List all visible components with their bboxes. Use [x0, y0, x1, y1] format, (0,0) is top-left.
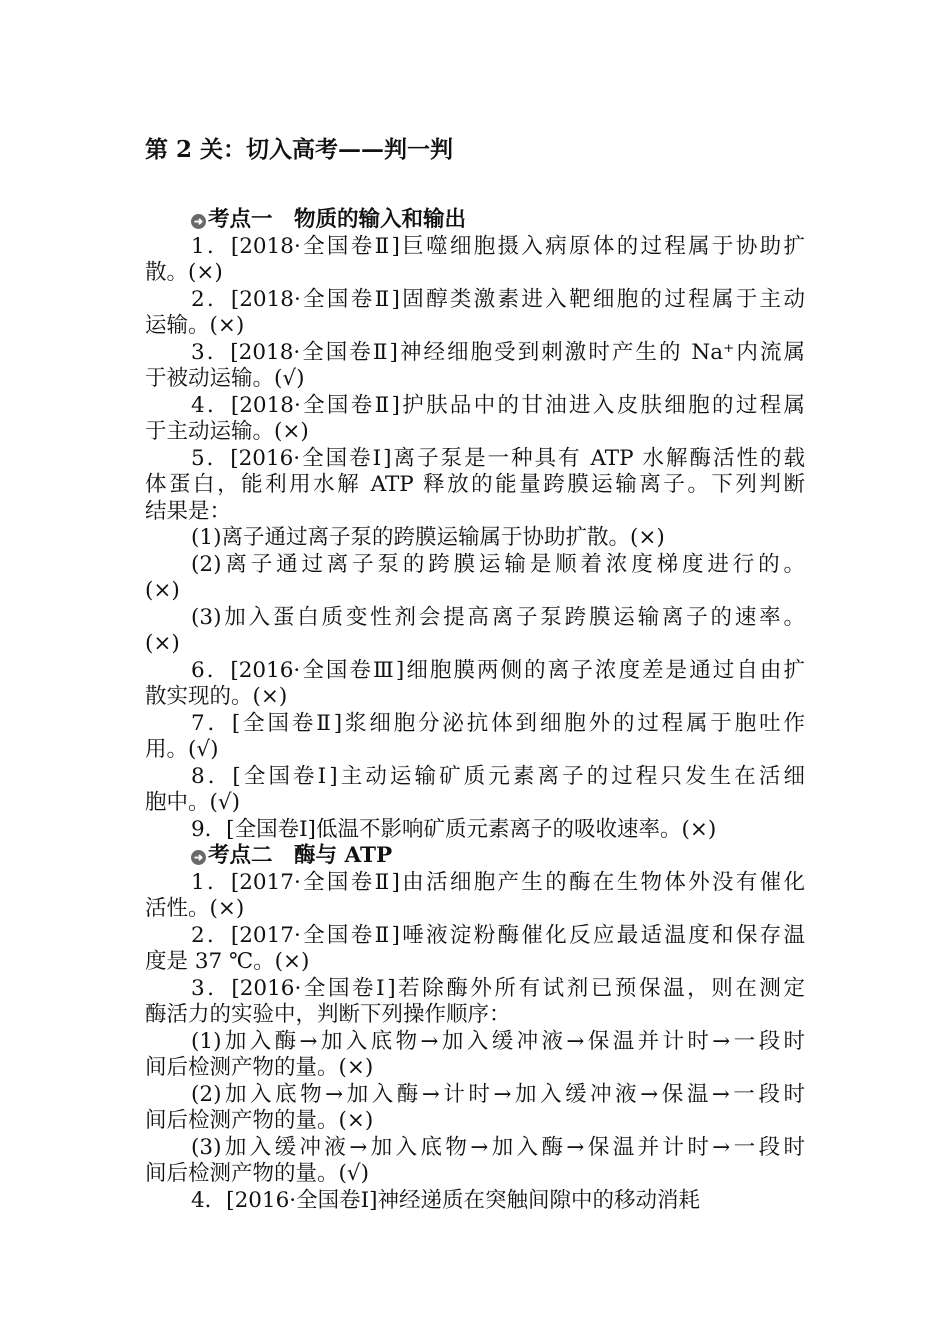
- text-line: 用。(√): [145, 737, 219, 762]
- text-line: (2)离子通过离子泵的跨膜运输是顺着浓度梯度进行的。: [191, 551, 805, 577]
- text-line: (3)加入缓冲液→加入底物→加入酶→保温并计时→一段时: [191, 1134, 805, 1160]
- text-line: (1)加入酶→加入底物→加入缓冲液→保温并计时→一段时: [191, 1028, 805, 1054]
- text-line: 1．[2018·全国卷Ⅱ]巨噬细胞摄入病原体的过程属于协助扩: [191, 233, 805, 259]
- circled-arrow-icon: ➜: [191, 214, 206, 229]
- section-heading-text: 考点一 物质的输入和输出: [208, 207, 467, 232]
- text-line: 8．[全国卷Ⅰ]主动运输矿质元素离子的过程只发生在活细: [191, 763, 805, 789]
- text-line: 4．[2016·全国卷Ⅰ]神经递质在突触间隙中的移动消耗: [191, 1187, 700, 1213]
- text-line: 5．[2016·全国卷Ⅰ]离子泵是一种具有 ATP 水解酶活性的载: [191, 445, 805, 471]
- text-line: 2．[2018·全国卷Ⅱ]固醇类激素进入靶细胞的过程属于主动: [191, 286, 805, 312]
- text-line: 间后检测产物的量。(×): [145, 1055, 374, 1080]
- text-line: 6．[2016·全国卷Ⅲ]细胞膜两侧的离子浓度差是通过自由扩: [191, 657, 805, 683]
- text-line: 度是 37 ℃。(×): [145, 949, 310, 974]
- text-line: 7．[全国卷Ⅱ]浆细胞分泌抗体到细胞外的过程属于胞吐作: [191, 710, 805, 736]
- text-line: 间后检测产物的量。(×): [145, 1108, 374, 1133]
- text-line: (3)加入蛋白质变性剂会提高离子泵跨膜运输离子的速率。: [191, 604, 805, 630]
- text-line: 3．[2016·全国卷Ⅰ]若除酶外所有试剂已预保温，则在测定: [191, 975, 805, 1001]
- section-heading-text: 考点二 酶与 ATP: [208, 843, 393, 868]
- text-line: 散实现的。(×): [145, 684, 288, 709]
- text-line: 1．[2017·全国卷Ⅱ]由活细胞产生的酶在生物体外没有催化: [191, 869, 805, 895]
- text-line: 酶活力的实验中，判断下列操作顺序：: [145, 1002, 511, 1027]
- text-line: (×): [145, 578, 180, 603]
- text-line: 运输。(×): [145, 313, 245, 338]
- text-line: 3．[2018·全国卷Ⅱ]神经细胞受到刺激时产生的 Na⁺内流属: [191, 339, 805, 365]
- text-line: (2)加入底物→加入酶→计时→加入缓冲液→保温→一段时: [191, 1081, 805, 1107]
- text-line: 于被动运输。(√): [145, 366, 305, 391]
- text-line: 2．[2017·全国卷Ⅱ]唾液淀粉酶催化反应最适温度和保存温: [191, 922, 805, 948]
- circled-arrow-icon: ➜: [191, 850, 206, 865]
- text-line: 散。(×): [145, 260, 223, 285]
- section-heading-2: [145, 843, 805, 870]
- text-line: 胞中。(√): [145, 790, 240, 815]
- text-line: 体蛋白，能利用水解 ATP 释放的能量跨膜运输离子。下列判断: [145, 472, 805, 497]
- page-heading: 第 2 关：切入高考——判一判: [145, 136, 454, 163]
- text-line: 于主动运输。(×): [145, 419, 309, 444]
- text-line: 9．[全国卷Ⅰ]低温不影响矿质元素离子的吸收速率。(×): [191, 816, 717, 842]
- text-line: 活性。(×): [145, 896, 245, 921]
- text-line: 间后检测产物的量。(√): [145, 1161, 369, 1186]
- section-heading-1: [145, 207, 805, 234]
- text-line: (1)离子通过离子泵的跨膜运输属于协助扩散。(×): [191, 525, 665, 550]
- text-line: (×): [145, 631, 180, 656]
- text-line: 结果是：: [145, 498, 232, 524]
- text-line: 4．[2018·全国卷Ⅱ]护肤品中的甘油进入皮肤细胞的过程属: [191, 392, 805, 418]
- document-body: [145, 207, 805, 1214]
